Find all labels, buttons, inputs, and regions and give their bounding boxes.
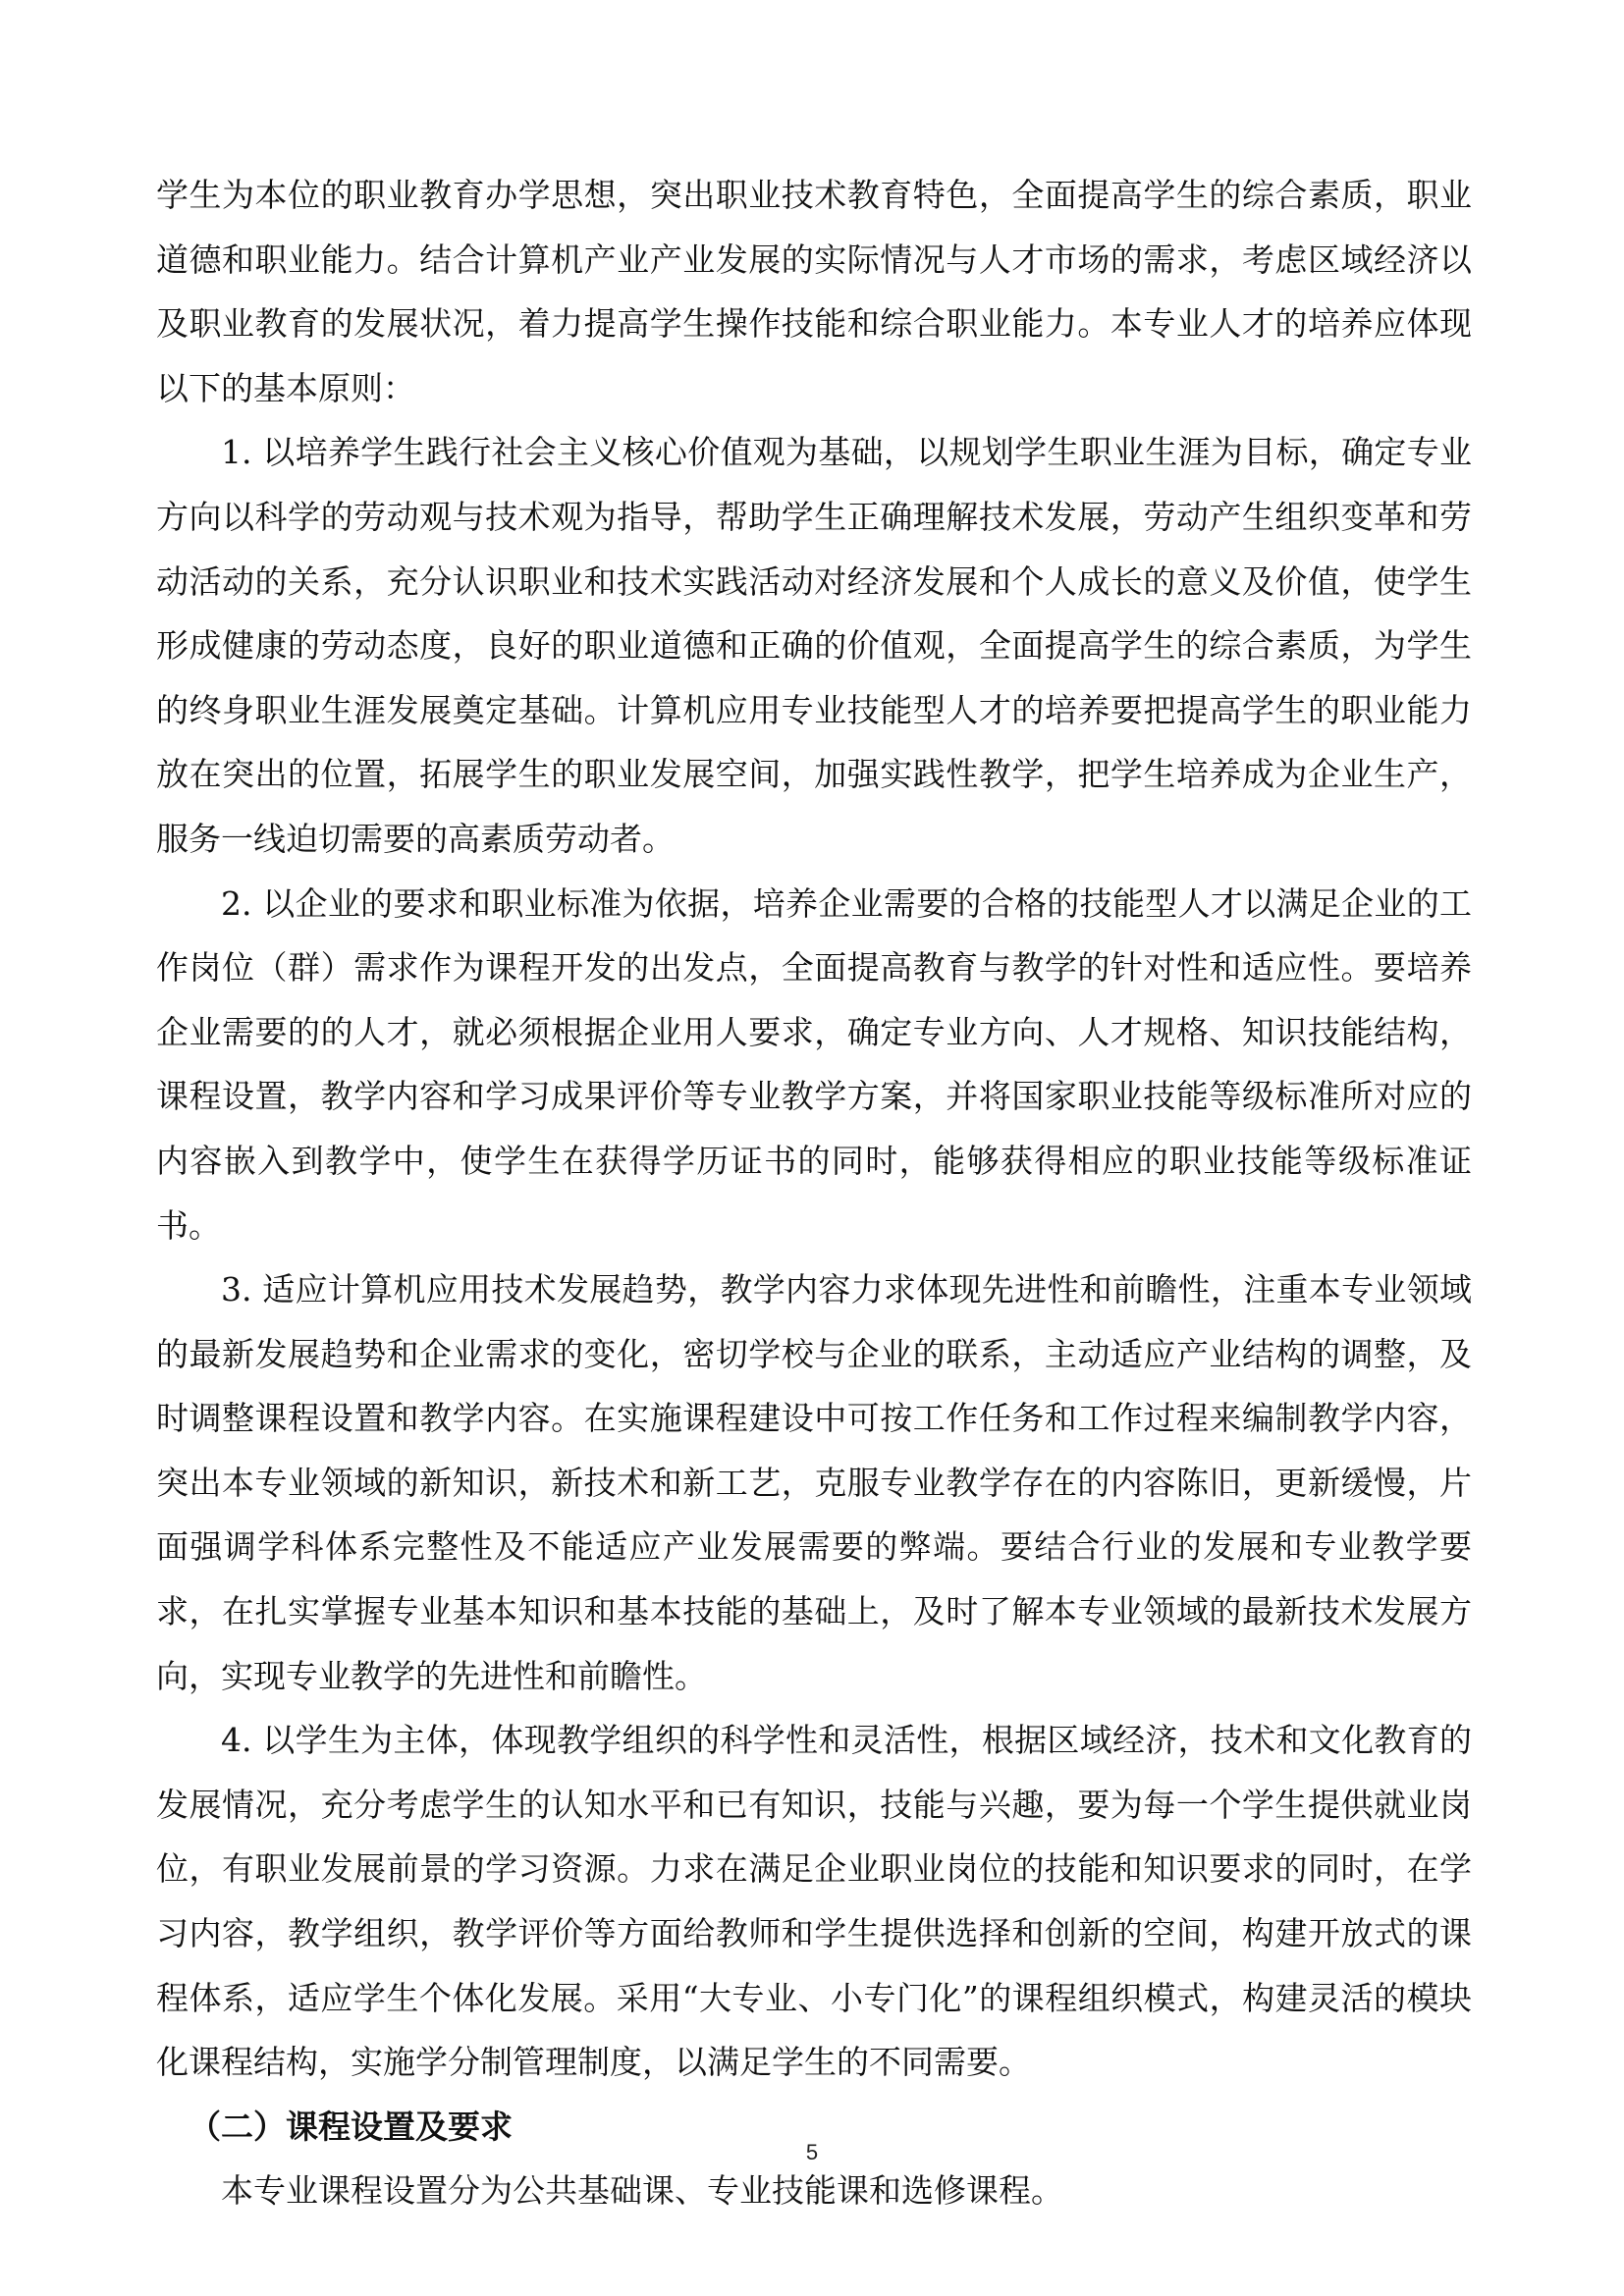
principle-paragraph-3: 3. 适应计算机应用技术发展趋势，教学内容力求体现先进性和前瞻性，注重本专业领域的最新发展趋势和企业需求的变化，密切学校与企业的联系，主动适应产业结构的调整，及时调整课程设置和教学内容。在实施课程建设中可按工作任务和工作过程来编制教学内容，突出本专业领域的新知识，新技术和新工艺，克服专业教学存在的内容陈旧，更新缓慢，片面强调学科体系完整性及不能适应产业发展需要的弊端。要结合行业的发展和专业教学要求，在扎实掌握专业基本知识和基本技能的基础上，及时了解本专业领域的最新技术发展方向，实现专业教学的先进性和前瞻性。 — [156, 1270, 1472, 1695]
principle-paragraph-1: 1. 以培养学生践行社会主义核心价值观为基础，以规划学生职业生涯为目标，确定专业方向以科学的劳动观与技术观为指导，帮助学生正确理解技术发展，劳动产生组织变革和劳动活动的关系，充分认识职业和技术实践活动对经济发展和个人成长的意义及价值，使学生形成健康的劳动态度，良好的职业道德和正确的价值观，全面提高学生的综合素质，为学生的终身职业生涯发展奠定基础。计算机应用专业技能型人才的培养要把提高学生的职业能力放在突出的位置，拓展学生的职业发展空间，加强实践性教学，把学生培养成为企业生产，服务一线迫切需要的高素质劳动者。 — [156, 433, 1472, 858]
document-page — [156, 163, 1472, 2223]
page-number: 5 — [805, 2140, 819, 2164]
section-intro-paragraph: 本专业课程设置分为公共基础课、专业技能课和选修课程。 — [221, 2171, 1063, 2211]
principle-paragraph-2: 2. 以企业的要求和职业标准为依据，培养企业需要的合格的技能型人才以满足企业的工作岗位（群）需求作为课程开发的出发点，全面提高教育与教学的针对性和适应性。要培养企业需要的的人才，就必须根据企业用人要求，确定专业方向、人才规格、知识技能结构，课程设置，教学内容和学习成果评价等专业教学方案，并将国家职业技能等级标准所对应的内容嵌入到教学中，使学生在获得学历证书的同时，能够获得相应的职业技能等级标准证书。 — [156, 883, 1472, 1245]
section-heading: （二）课程设置及要求 — [189, 2107, 513, 2146]
principle-paragraph-4: 4. 以学生为主体，体现教学组织的科学性和灵活性，根据区域经济，技术和文化教育的发展情况，充分考虑学生的认知水平和已有知识，技能与兴趣，要为每一个学生提供就业岗位，有职业发展前景的学习资源。力求在满足企业职业岗位的技能和知识要求的同时，在学习内容，教学组织，教学评价等方面给教师和学生提供选择和创新的空间，构建开放式的课程体系，适应学生个体化发展。采用“大专业、小专门化”的课程组织模式，构建灵活的模块化课程结构，实施学分制管理制度，以满足学生的不同需要。 — [156, 1721, 1472, 2082]
body-paragraph-continuation: 学生为本位的职业教育办学思想，突出职业技术教育特色，全面提高学生的综合素质，职业道德和职业能力。结合计算机产业产业发展的实际情况与人才市场的需求，考虑区域经济以及职业教育的发展状况，着力提高学生操作技能和综合职业能力。本专业人才的培养应体现以下的基本原则： — [156, 176, 1472, 407]
